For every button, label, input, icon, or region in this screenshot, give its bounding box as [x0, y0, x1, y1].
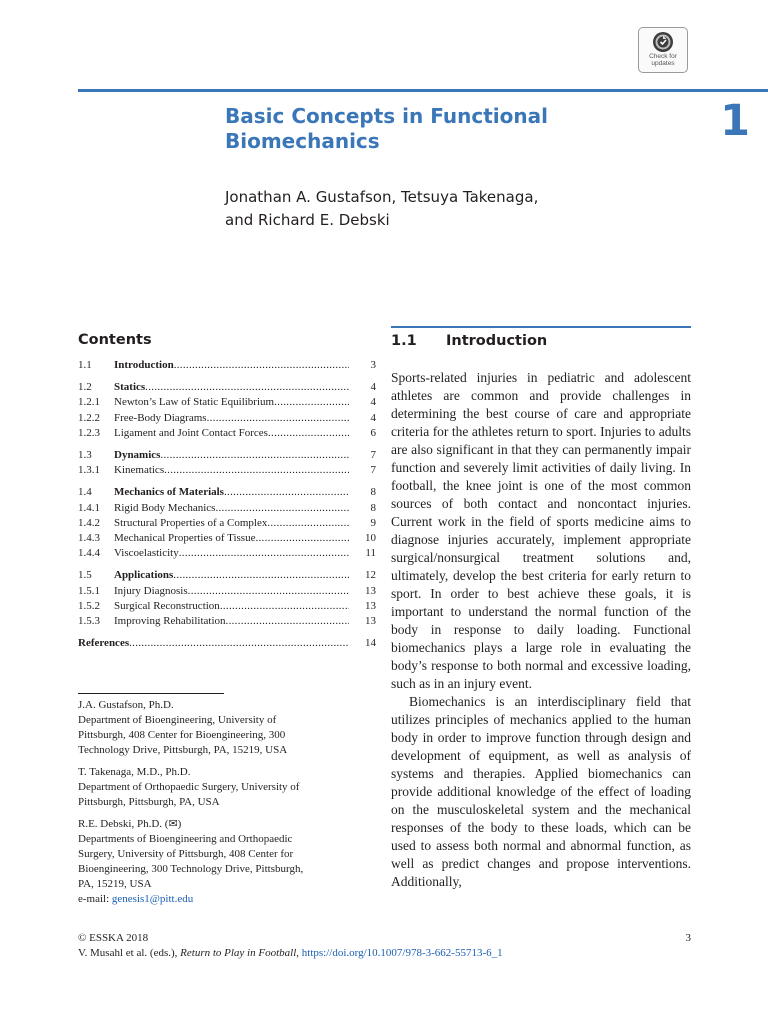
toc-group — [78, 448, 376, 478]
toc-entry-number: 1.5 — [78, 569, 92, 582]
toc-leader-dots — [274, 395, 349, 410]
toc-entry[interactable] — [78, 531, 376, 546]
affiliation-line: J.A. Gustafson, Ph.D. — [78, 699, 174, 711]
toc-leader-dots — [268, 426, 349, 441]
author-affiliations — [78, 698, 368, 914]
toc-entry-label: Mechanics of Materials — [114, 486, 224, 499]
toc-leader-dots — [207, 411, 349, 426]
toc-entry[interactable] — [78, 426, 376, 441]
toc-entry-number: 1.4.3 — [78, 532, 100, 545]
toc-leader-dots — [174, 358, 349, 373]
copyright-notice: © ESSKA 2018 — [78, 932, 149, 944]
affiliation-line: Department of Bioengineering, University of — [78, 714, 277, 726]
toc-leader-dots — [224, 485, 349, 500]
toc-group — [78, 485, 376, 561]
doi-link[interactable]: https://doi.org/10.1007/978-3-662-55713-6_1 — [301, 947, 503, 959]
toc-entry-page: 8 — [370, 486, 376, 499]
toc-entry-label: References — [78, 637, 130, 650]
toc-leader-dots — [179, 546, 349, 561]
badge-label-line2: updates — [651, 60, 675, 67]
chapter-title — [225, 104, 645, 154]
citation-editors: V. Musahl et al. (eds.), — [78, 947, 181, 959]
toc-entry-page: 7 — [370, 449, 376, 462]
toc-entry-page: 14 — [365, 637, 376, 650]
toc-entry-page: 3 — [370, 359, 376, 371]
affiliation-line: Bioengineering, 300 Technology Drive, Pittsburgh, — [78, 863, 304, 875]
toc-entry-label: Structural Properties of a Complex — [114, 516, 268, 529]
toc-entry-page: 4 — [370, 411, 376, 424]
toc-entry-page: 6 — [370, 426, 376, 439]
toc-entry-page: 10 — [365, 532, 376, 545]
check-for-updates-badge[interactable] — [638, 27, 688, 73]
page-number: 3 — [685, 932, 691, 944]
toc-entry-page: 13 — [365, 584, 376, 597]
toc-leader-dots — [255, 531, 349, 546]
toc-entry-label: Dynamics — [114, 449, 161, 462]
authors-line1: Jonathan A. Gustafson, Tetsuya Takenaga, — [225, 188, 539, 206]
toc-entry-number: 1.3 — [78, 449, 92, 462]
toc-entry-label: Kinematics — [114, 464, 165, 477]
toc-entry-page: 9 — [370, 516, 376, 529]
toc-entry-number: 1.5.2 — [78, 599, 100, 612]
toc-group — [78, 568, 376, 629]
toc-entry-number: 1.2.3 — [78, 426, 100, 439]
toc-entry-page: 7 — [370, 464, 376, 477]
toc-group — [78, 358, 376, 373]
book-title: Return to Play in Football — [180, 947, 297, 959]
section-number: 1.1 — [391, 333, 417, 349]
toc-entry[interactable] — [78, 501, 376, 516]
toc-leader-dots — [160, 448, 349, 463]
affiliation-line: PA, 15219, USA — [78, 878, 152, 890]
section-title: Introduction — [446, 333, 548, 349]
toc-entry[interactable] — [78, 516, 376, 531]
toc-leader-dots — [188, 584, 349, 599]
affiliation-line: T. Takenaga, M.D., Ph.D. — [78, 766, 191, 778]
toc-entry-number: 1.4.2 — [78, 516, 100, 529]
toc-entry[interactable] — [78, 584, 376, 599]
affiliation-line: R.E. Debski, Ph.D. (✉) — [78, 818, 182, 830]
affiliation-line: Surgery, University of Pittsburgh, 408 Center for — [78, 848, 294, 860]
toc-entry-page: 4 — [370, 381, 376, 394]
section-rule — [391, 326, 691, 328]
email-label: e-mail: — [78, 893, 112, 905]
toc-entry[interactable] — [78, 380, 376, 395]
authors-line2: and Richard E. Debski — [225, 211, 390, 229]
envelope-icon: ✉ — [168, 818, 178, 830]
toc-entry-number: 1.3.1 — [78, 464, 100, 477]
chapter-number: 1 — [720, 96, 750, 146]
toc-entry[interactable] — [78, 485, 376, 500]
toc-entry-number: 1.2.1 — [78, 396, 100, 409]
toc-entry-label: Injury Diagnosis — [114, 584, 188, 597]
toc-leader-dots — [220, 599, 349, 614]
toc-leader-dots — [145, 380, 349, 395]
contents-heading: Contents — [78, 332, 152, 348]
toc-entry-label: Applications — [114, 569, 174, 582]
affiliation-email-line — [78, 892, 368, 907]
chapter-header-rule — [78, 89, 768, 92]
toc-leader-dots — [215, 501, 349, 516]
toc-entry[interactable] — [78, 411, 376, 426]
section-heading — [391, 333, 691, 349]
toc-group — [78, 636, 376, 651]
toc-entry-label: Statics — [114, 381, 146, 394]
toc-entry[interactable] — [78, 463, 376, 478]
affiliation-takenaga — [78, 765, 368, 810]
email-link[interactable]: genesis1@pitt.edu — [111, 893, 194, 905]
toc-entry-number: 1.2.2 — [78, 411, 100, 424]
affiliation-line: Departments of Bioengineering and Orthopaedic — [78, 833, 293, 845]
toc-leader-dots — [129, 636, 349, 651]
toc-entry-label: Surgical Reconstruction — [114, 599, 220, 612]
toc-entry-page: 12 — [365, 569, 376, 582]
toc-entry[interactable] — [78, 546, 376, 561]
toc-leader-dots — [267, 516, 349, 531]
toc-entry[interactable] — [78, 568, 376, 583]
toc-entry-label: Introduction — [114, 359, 174, 371]
toc-entry[interactable] — [78, 395, 376, 410]
check-updates-icon — [652, 31, 674, 53]
toc-leader-dots — [164, 463, 349, 478]
toc-entry[interactable] — [78, 448, 376, 463]
toc-entry-number: 1.5.1 — [78, 584, 100, 597]
toc-entry-number: 1.4.1 — [78, 501, 100, 514]
toc-entry-label: Mechanical Properties of Tissue — [114, 532, 256, 545]
toc-entry-label: Viscoelasticity — [114, 547, 179, 560]
toc-group — [78, 380, 376, 441]
toc-entry-page: 13 — [365, 599, 376, 612]
section-body — [391, 369, 691, 891]
body-paragraph-1: Sports-related injuries in pediatric and adolescent athletes are common and provide challenges in determining the best course of care and appropriate criteria for the athletes return to sport. Injuries to adults are also significant in that they can permanently impair function and severely limit activities of daily living. In football, the knee joint is one of the most common sources of both contact and noncontact injuries. Current work in the field of sports medicine aims to diagnose injuries accurately, implement appropriate surgical/nonsurgical treatment solutions and, ultimately, develop the best criteria for early return to sport. In order to best achieve these goals, it is important to understand the normal function of the body in response to daily loading. Functional biomechanics plays a large role in evaluating the body’s response to both normal and excessive loading, such as in an injury event. — [391, 370, 691, 691]
toc-entry-label: Rigid Body Mechanics — [114, 501, 216, 514]
citation-line — [78, 946, 698, 961]
body-paragraph-2: Biomechanics is an interdisciplinary field that utilizes principles of mechanics applied to the human body in order to improve function through design and development of equipment, as well as analysis of systems and therapies. Applied biomechanics can provide additional knowledge of the effect of loading on the musculoskeletal system and the mechanical responses of the body to these loads, which can be used to assess both normal and abnormal function, as well as predict changes and propose interventions. Additionally, — [391, 694, 691, 889]
badge-label-line1: Check for — [649, 53, 677, 60]
affiliation-gustafson — [78, 698, 368, 758]
affiliation-line: Pittsburgh, 408 Center for Bioengineering, 300 — [78, 729, 286, 741]
toc-entry-page: 13 — [365, 615, 376, 628]
footnote-rule — [78, 693, 224, 694]
toc-entry-label: Free-Body Diagrams — [114, 411, 207, 424]
toc-entry-label: Ligament and Joint Contact Forces — [114, 426, 268, 439]
citation-separator: , — [296, 947, 302, 959]
toc-leader-dots — [226, 614, 349, 629]
toc-entry-number: 1.2 — [78, 381, 92, 394]
affiliation-line: Technology Drive, Pittsburgh, PA, 15219, USA — [78, 744, 288, 756]
toc-entry-label: Improving Rehabilitation — [114, 615, 226, 628]
affiliation-debski — [78, 817, 368, 907]
affiliation-line: Pittsburgh, Pittsburgh, PA, USA — [78, 796, 220, 808]
toc-entry-page: 8 — [370, 501, 376, 514]
toc-entry[interactable] — [78, 636, 376, 651]
chapter-authors — [225, 186, 665, 232]
table-of-contents — [78, 358, 376, 658]
toc-entry-number: 1.4 — [78, 486, 92, 499]
toc-leader-dots — [173, 568, 349, 583]
toc-entry-number: 1.4.4 — [78, 547, 100, 560]
chapter-title-line1: Basic Concepts in Functional — [225, 104, 548, 128]
toc-entry[interactable] — [78, 599, 376, 614]
toc-entry-number: 1.5.3 — [78, 615, 100, 628]
chapter-title-line2: Biomechanics — [225, 129, 380, 153]
toc-entry-label: Newton’s Law of Static Equilibrium — [114, 396, 275, 409]
toc-entry[interactable] — [78, 358, 376, 373]
debski-name: R.E. Debski, Ph.D. ( — [78, 818, 169, 830]
affiliation-line: Department of Orthopaedic Surgery, University of — [78, 781, 300, 793]
toc-entry[interactable] — [78, 614, 376, 629]
toc-entry-page: 11 — [365, 547, 376, 560]
toc-entry-page: 4 — [370, 396, 376, 409]
toc-entry-number: 1.1 — [78, 359, 92, 371]
